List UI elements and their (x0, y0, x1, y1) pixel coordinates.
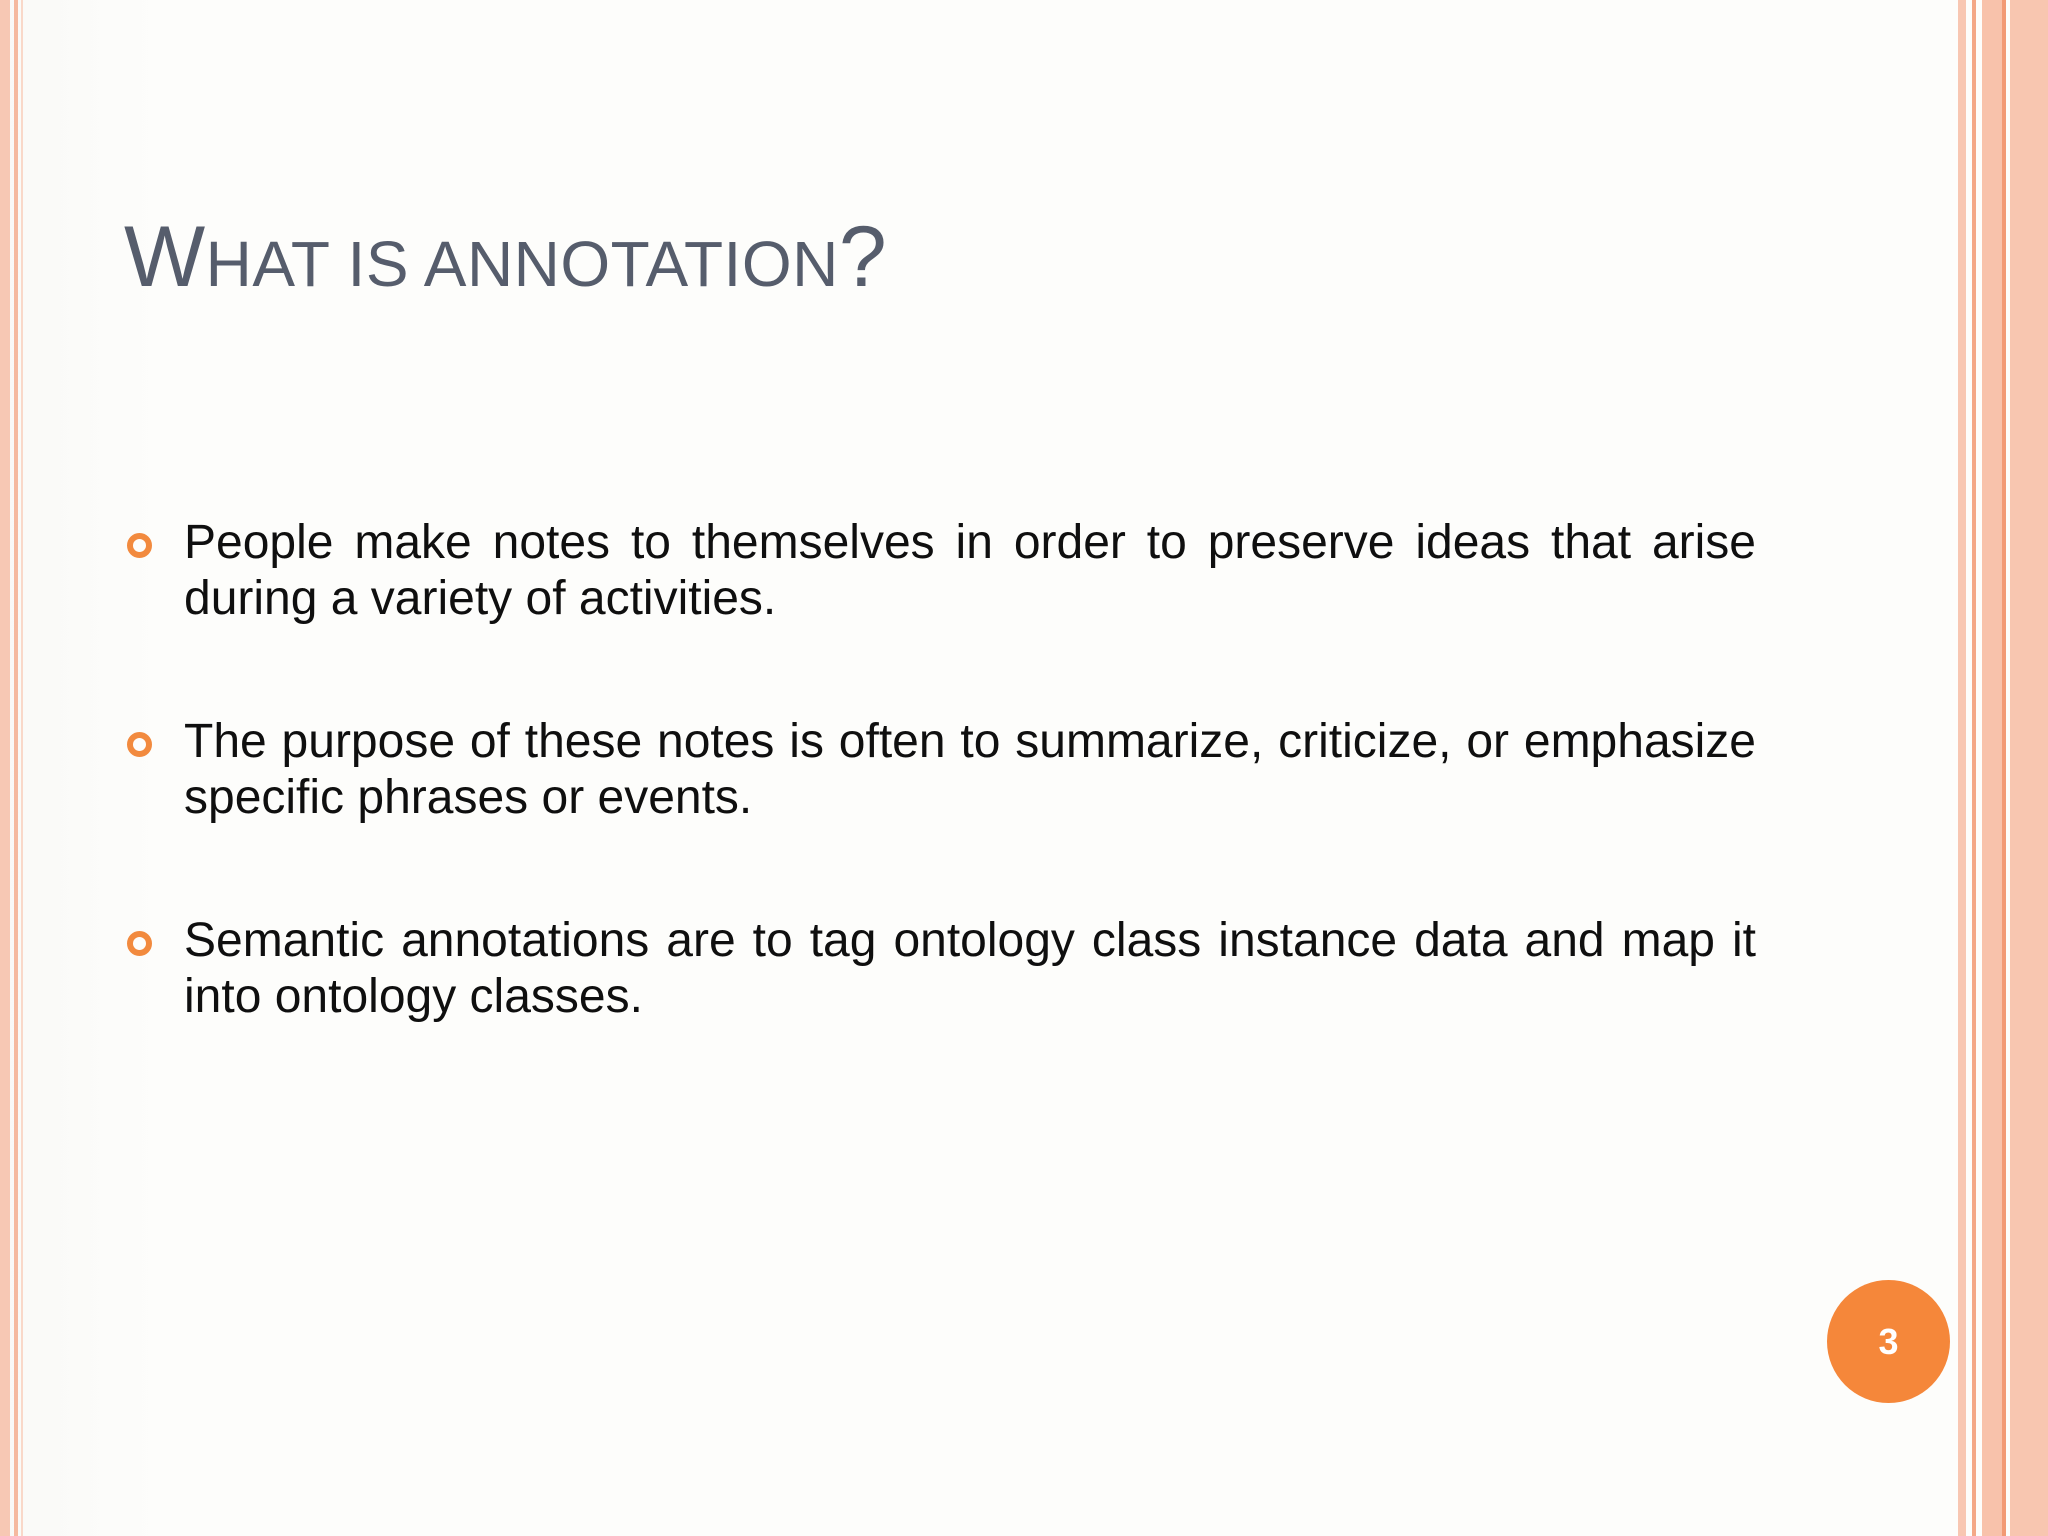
title-small-caps: HAT IS ANNOTATION (205, 228, 839, 300)
left-border-stripe (21, 0, 23, 1536)
hollow-circle-icon (127, 931, 152, 956)
hollow-circle-icon (127, 533, 152, 558)
page-number: 3 (1878, 1320, 1899, 1362)
right-border-stripe (2002, 0, 2006, 1536)
slide-title (124, 208, 887, 307)
left-border-stripe (0, 0, 10, 1536)
bullet-text: The purpose of these notes is often to summarize, criticize, or emphasize specific phrases or events. (184, 715, 1756, 824)
right-border-stripe (1958, 0, 1966, 1536)
title-first-letter: W (124, 209, 206, 305)
bullet-text: Semantic annotations are to tag ontology class instance data and map it into ontology classes. (184, 914, 1756, 1023)
bullet-item (124, 913, 1756, 1025)
bullet-text: People make notes to themselves in order to preserve ideas that arise during a variety of activities. (184, 516, 1756, 625)
right-border-stripe (1972, 0, 1976, 1536)
page-number-badge (1827, 1280, 1950, 1403)
right-border-stripe (2010, 0, 2048, 1536)
left-border-stripe (14, 0, 18, 1536)
bullet-item (124, 714, 1756, 826)
hollow-circle-icon (127, 732, 152, 757)
right-border-stripe (1982, 0, 2002, 1536)
title-question-mark: ? (838, 209, 888, 305)
bullet-item (124, 515, 1756, 627)
bullet-list (124, 515, 1756, 1112)
